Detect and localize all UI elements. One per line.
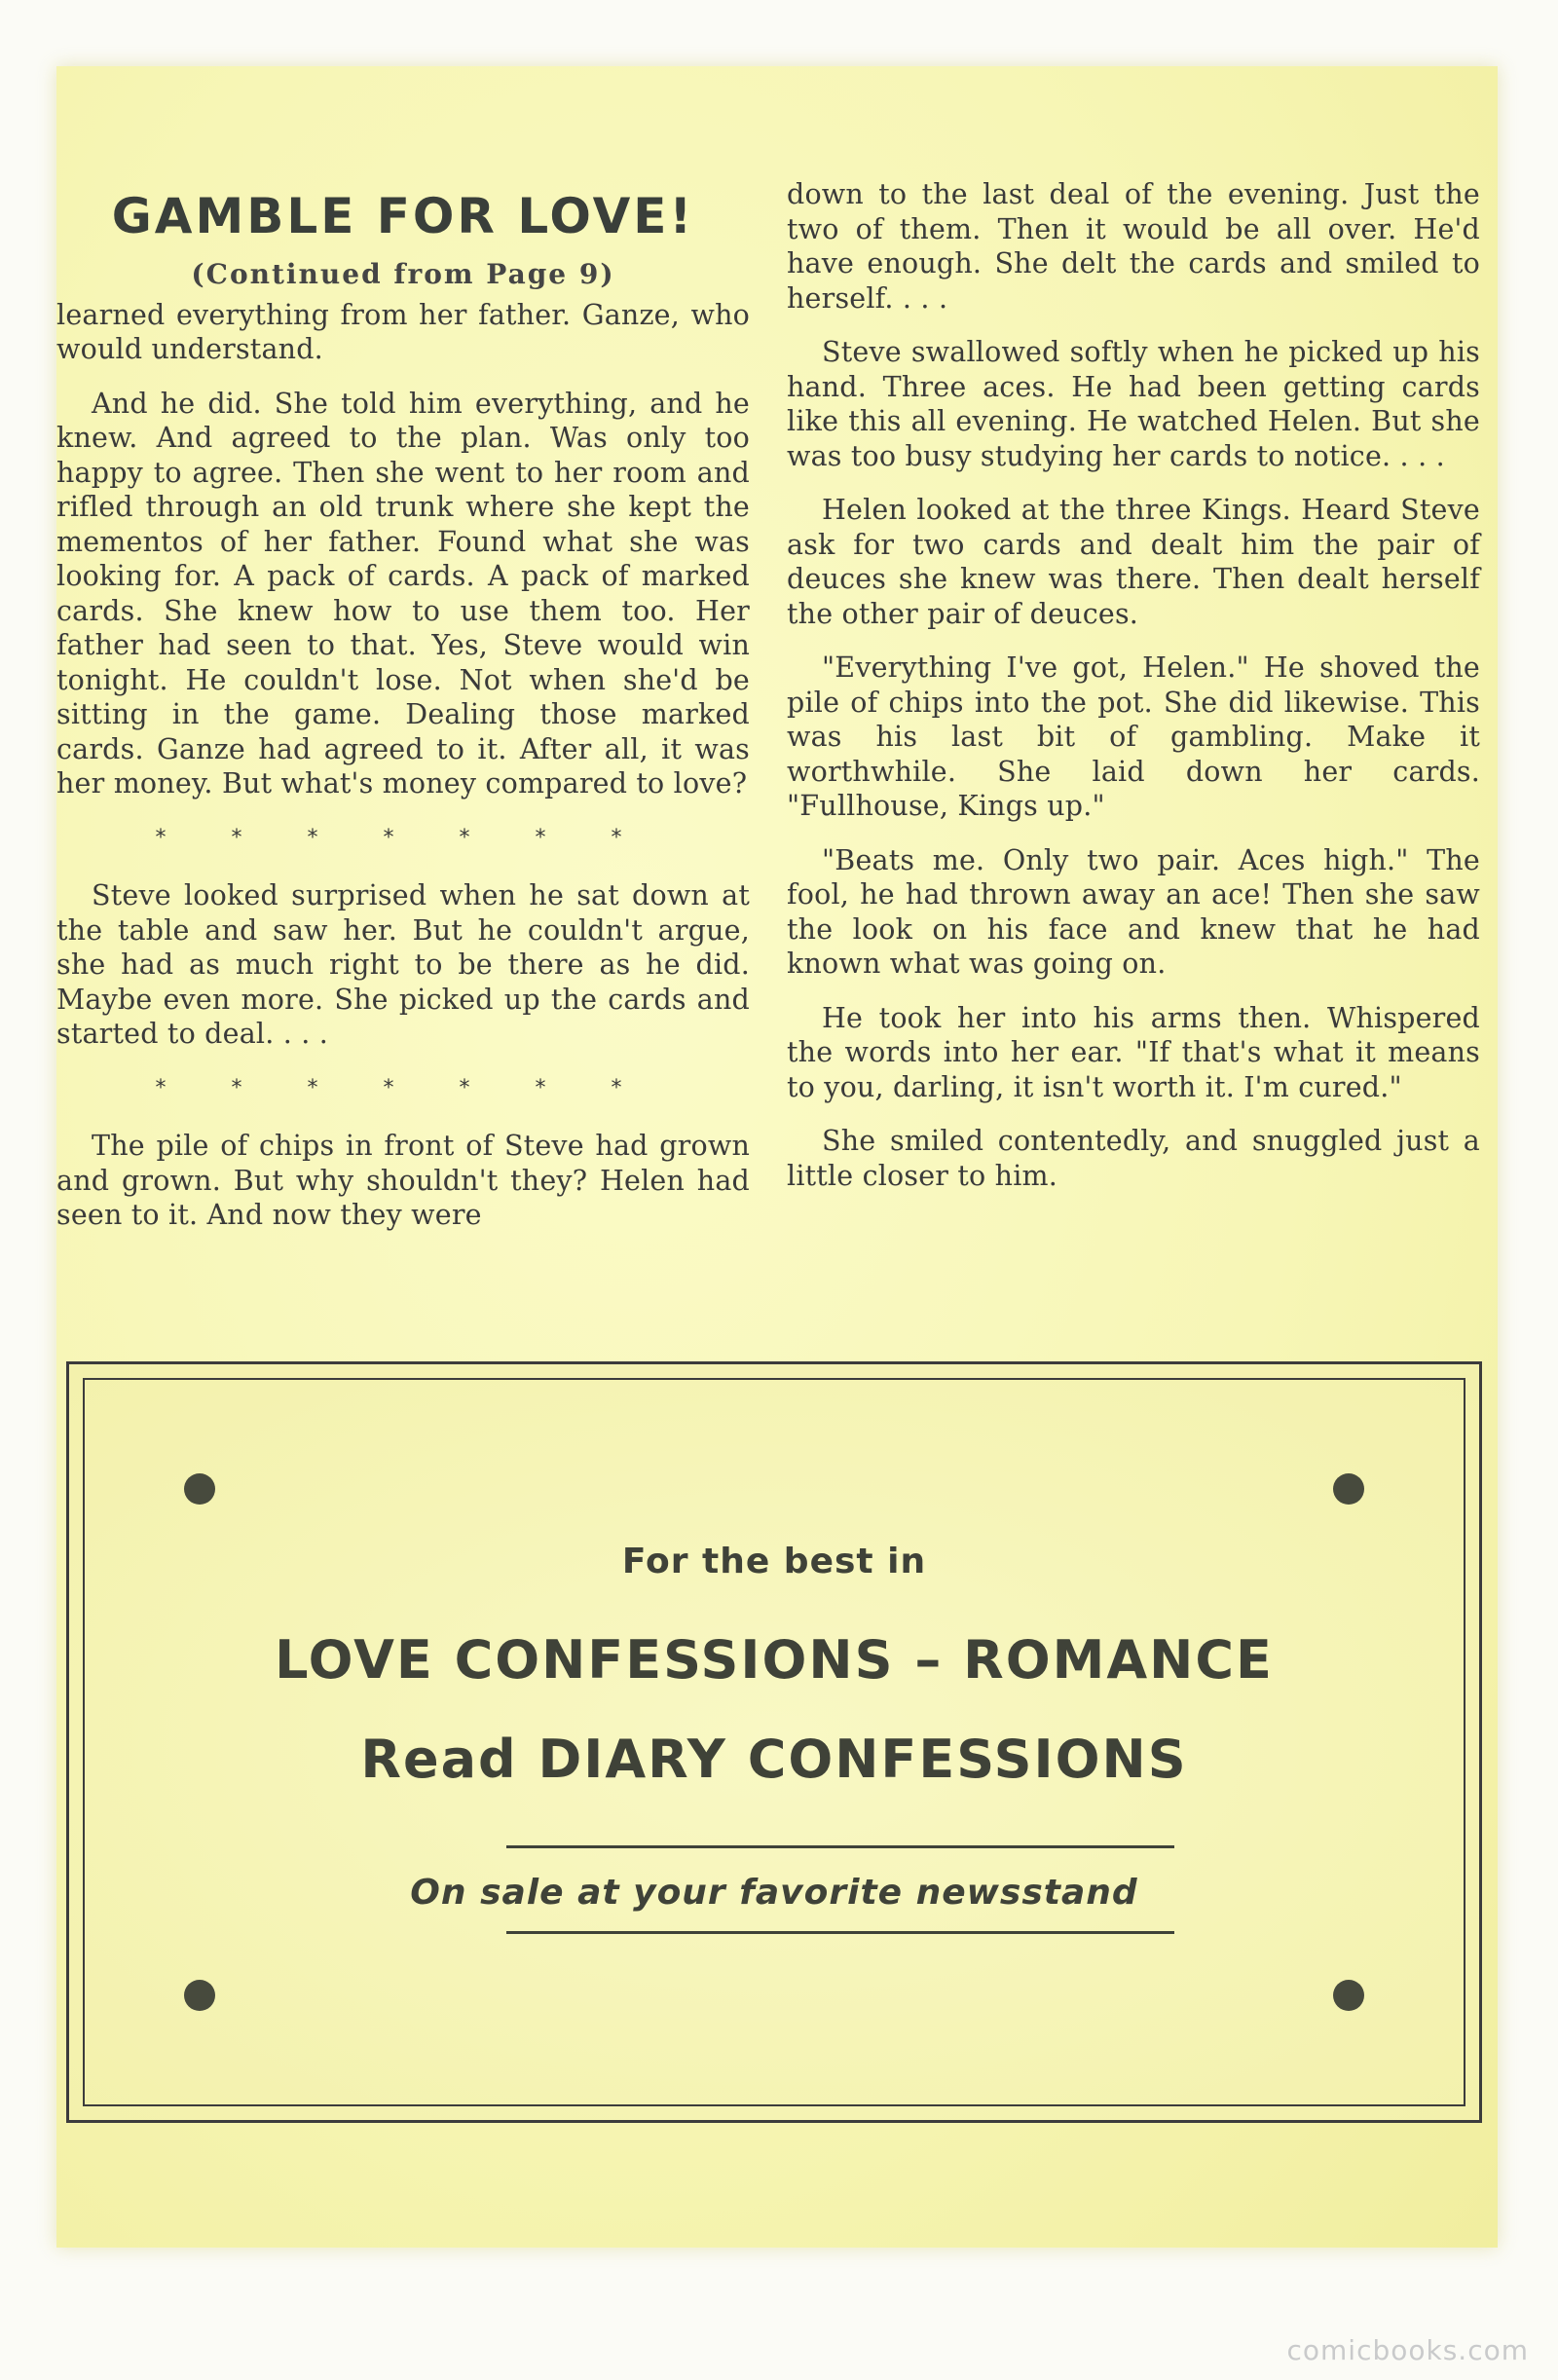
story-title: GAMBLE FOR LOVE! [111, 188, 695, 244]
section-separator: * * * * * * * [155, 825, 651, 850]
ad-headline: LOVE CONFESSIONS – ROMANCE [275, 1629, 1274, 1691]
story-paragraph: She smiled contentedly, and snuggled just a little closer to him. [787, 1125, 1480, 1192]
ad-rule-top [506, 1845, 1174, 1848]
corner-dot-icon [1333, 1473, 1364, 1505]
ad-title: Read DIARY CONFESSIONS [360, 1729, 1188, 1790]
story-paragraph: "Everything I've got, Helen." He shoved the pile of chips into the pot. She did likewise. This was his last bit of gambling. Make it worthwhile. She laid down her cards. "Fullhouse, Kings up." [787, 651, 1480, 822]
story-paragraph: learned everything from her father. Ganze, who would understand. [56, 298, 750, 365]
left-column [56, 66, 750, 1252]
story-paragraph: "Beats me. Only two pair. Aces high." The fool, he had thrown away an ace! Then she saw the look on his face and knew that he had known what was going on. [787, 843, 1480, 980]
corner-dot-icon [184, 1980, 215, 2011]
section-separator: * * * * * * * [155, 1075, 651, 1100]
advertisement-box [66, 1361, 1482, 2123]
story-paragraph: down to the last deal of the evening. Just the two of them. Then it would be all over. He'd have enough. She delt the cards and smiled to herself. . . . [787, 178, 1480, 315]
continued-note: (Continued from Page 9) [191, 258, 615, 290]
advertisement-inner-border [83, 1378, 1465, 2106]
story-paragraph: Steve looked surprised when he sat down at the table and saw her. But he couldn't argue, she had as much right to be there as he did. Maybe even more. She picked up the cards and started to deal. . . . [56, 879, 750, 1050]
ad-rule-bottom [506, 1931, 1174, 1934]
story-paragraph: Helen looked at the three Kings. Heard Steve ask for two cards and dealt him the pair of deuces she knew was there. Then dealt herself the other pair of deuces. [787, 494, 1480, 630]
ad-intro: For the best in [621, 1542, 927, 1581]
ad-tagline: On sale at your favorite newsstand [410, 1873, 1138, 1913]
story-paragraph: And he did. She told him everything, and he knew. And agreed to the plan. Was only too happy to agree. Then she went to her room and rifled through an old trunk where she kept the mementos of her father. Found what she was looking for. A pack of cards. A pack of marked cards. She knew how to use them too. Her father had seen to that. Yes, Steve would win tonight. He couldn't lose. Not when she'd be sitting in the game. Dealing those marked cards. Ganze had agreed to it. After all, it was her money. But what's money compared to love? [56, 387, 750, 800]
corner-dot-icon [184, 1473, 215, 1505]
story-paragraph: He took her into his arms then. Whispered the words into her ear. "If that's what it means to you, darling, it isn't worth it. I'm cured." [787, 1001, 1480, 1103]
corner-dot-icon [1333, 1980, 1364, 2011]
story-paragraph: Steve swallowed softly when he picked up his hand. Three aces. He had been getting cards like this all evening. He watched Helen. But she was too busy studying her cards to notice. . . . [787, 336, 1480, 472]
story-paragraph: The pile of chips in front of Steve had grown and grown. But why shouldn't they? Helen had seen to it. And now they were [56, 1130, 750, 1231]
site-watermark: comicbooks.com [1286, 2334, 1529, 2366]
right-column [787, 66, 1480, 1212]
